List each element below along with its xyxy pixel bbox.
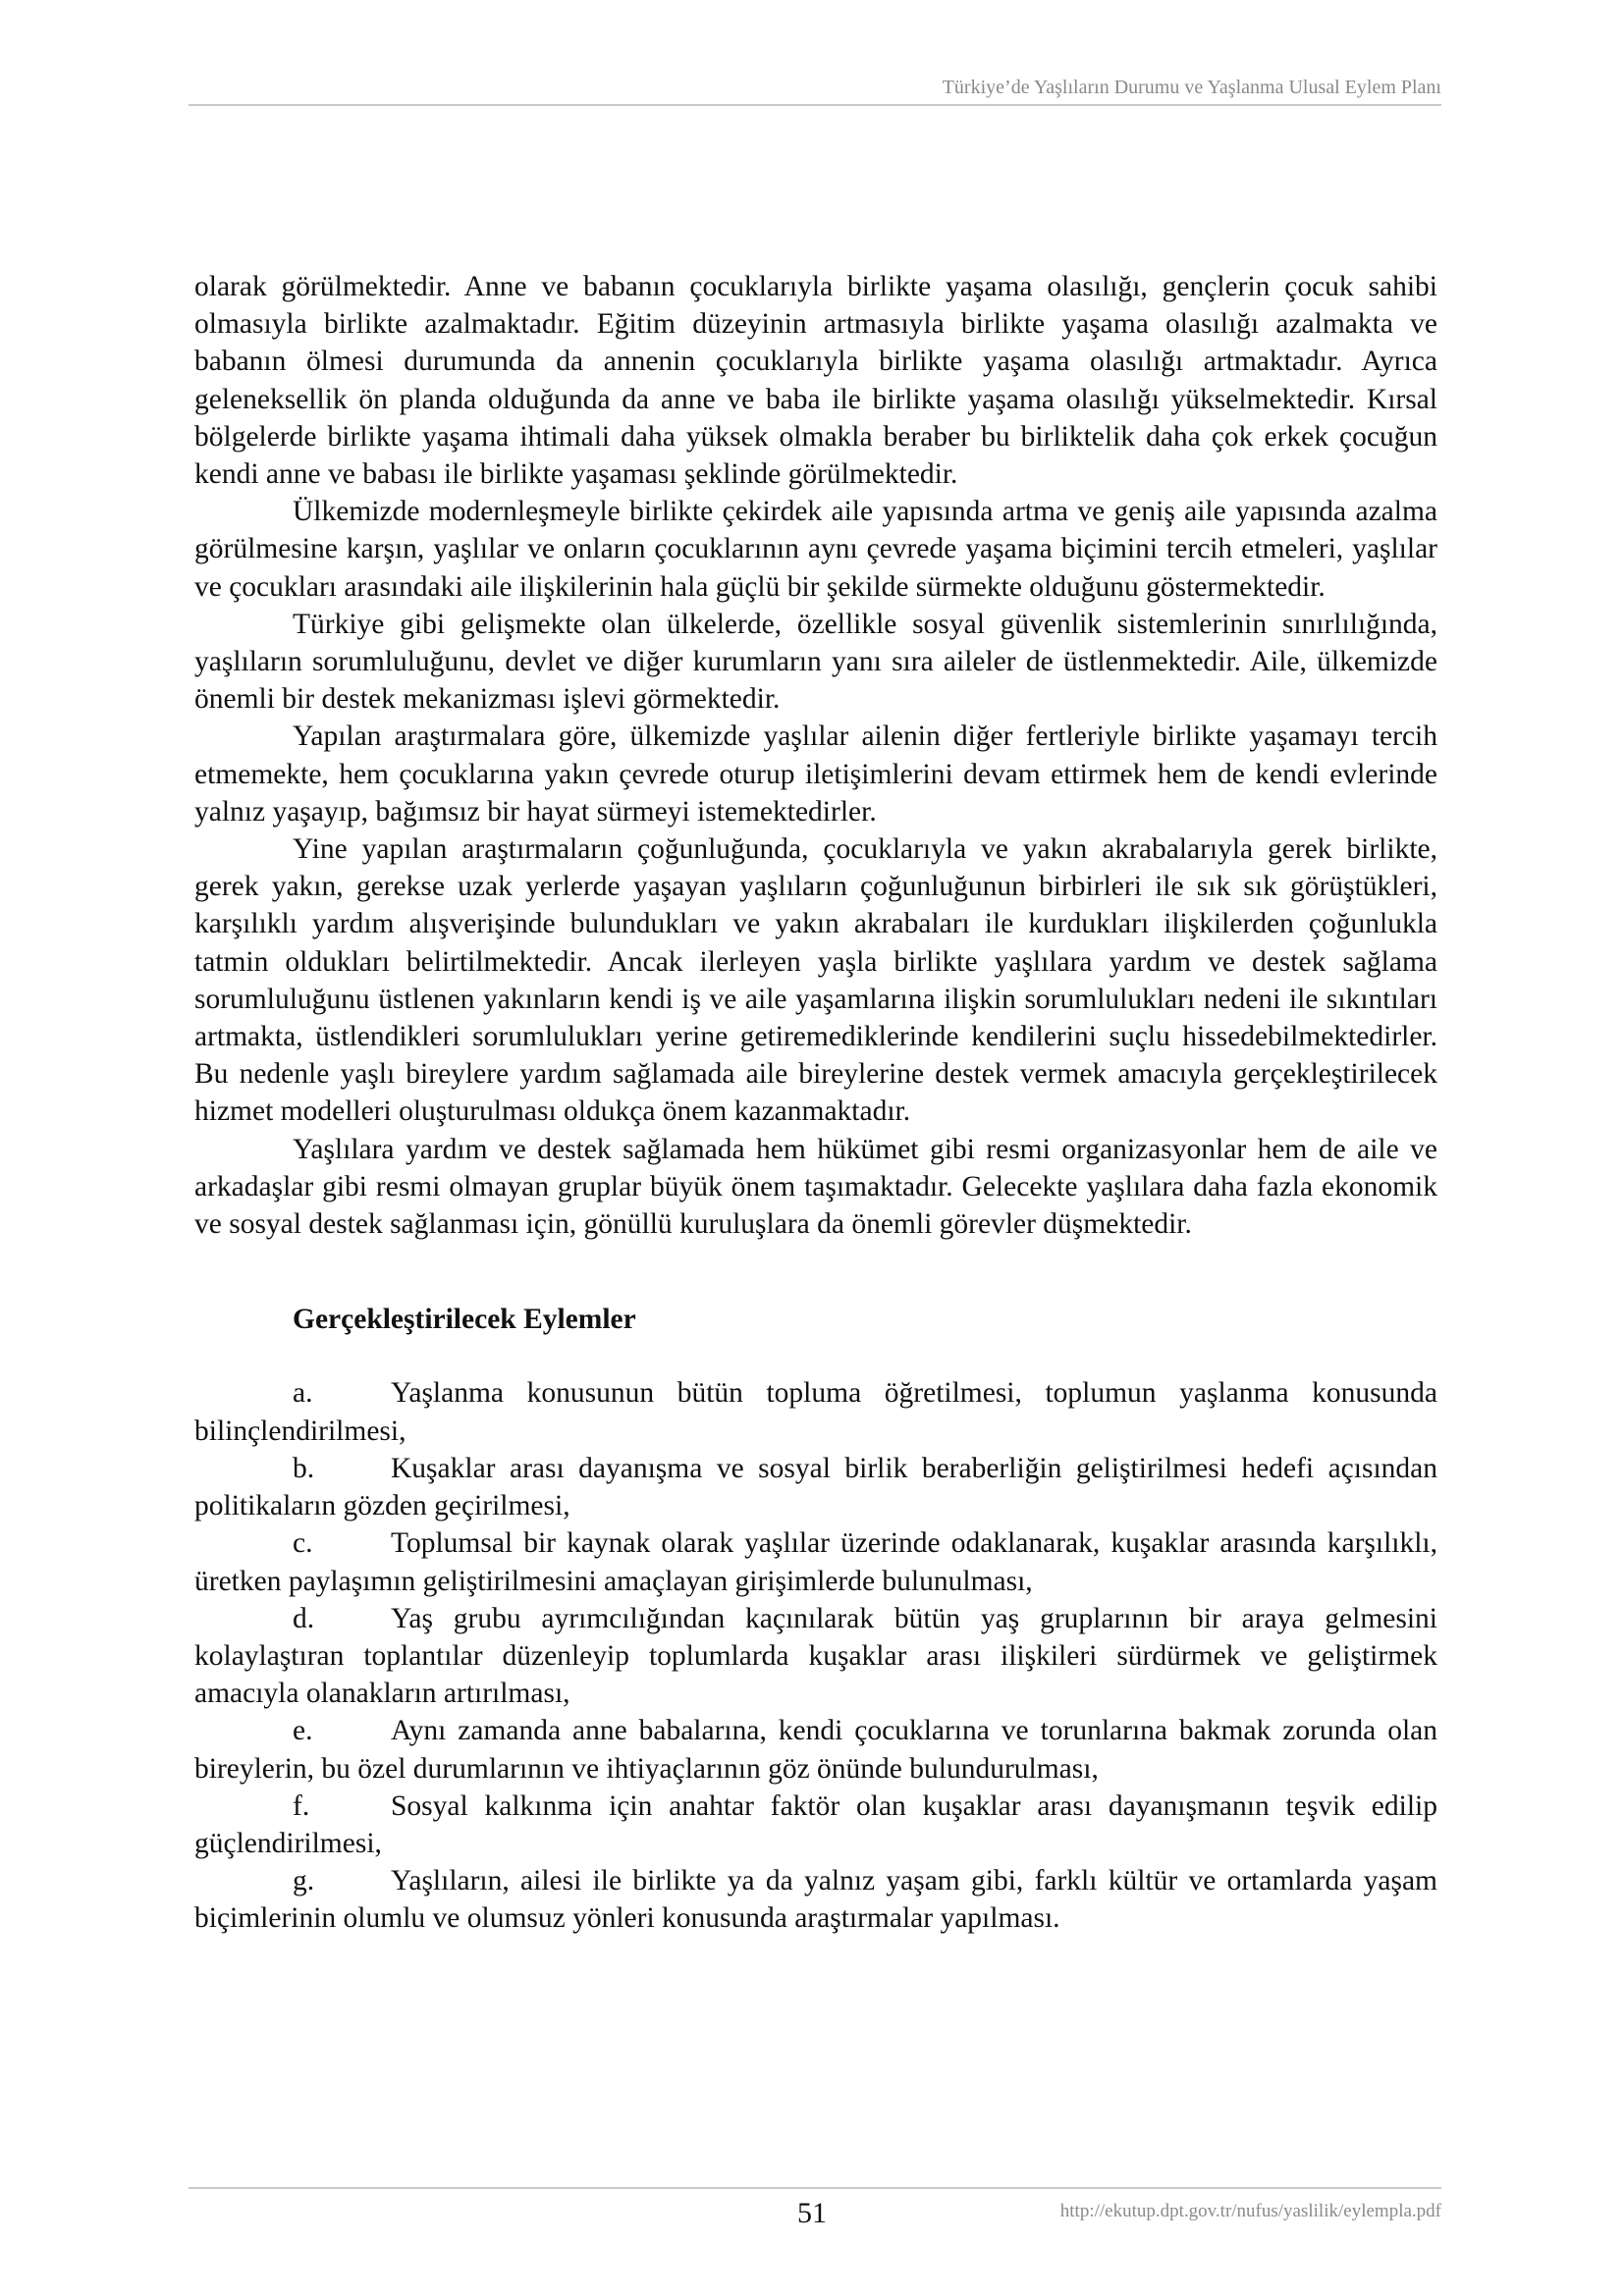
document-title: Türkiye’de Yaşlıların Durumu ve Yaşlanma Ulusal Eylem Planı — [942, 77, 1441, 98]
header-divider — [189, 104, 1441, 106]
footer-divider — [189, 2187, 1441, 2189]
list-item-text: Sosyal kalkınma için anahtar faktör olan kuşaklar arası dayanışmanın teşvik edilip güçlendirilmesi, — [194, 1789, 1437, 1859]
page-number: 51 — [797, 2197, 827, 2229]
page-header — [189, 73, 1441, 106]
paragraph: Yaşlılara yardım ve destek sağlamada hem hükümet gibi resmi organizasyonlar hem de aile ve arkadaşlar gibi resmi olmayan gruplar büyük önem taşımaktadır. Gelecekte yaşlılara daha fazla ekonomik ve sosyal destek sağlanması için, gönüllü kuruluşlara da önemli görevler düşmektedir. — [194, 1133, 1437, 1241]
section-heading: Gerçekleştirilecek Eylemler — [293, 1304, 636, 1336]
list-item-label: f. — [293, 1789, 310, 1822]
list-item — [194, 1374, 1437, 1449]
list-item-text: Yaşlıların, ailesi ile birlikte ya da yalnız yaşam gibi, farklı kültür ve ortamlarda yaşam biçimlerinin olumlu ve olumsuz yönleri konusunda araştırmalar yapılması. — [194, 1865, 1437, 1935]
page-footer — [189, 2187, 1441, 2246]
list-item-label: d. — [293, 1602, 315, 1634]
list-item-label: g. — [293, 1865, 315, 1897]
list-item-label: c. — [293, 1527, 313, 1560]
list-item — [194, 1788, 1437, 1862]
paragraph: Türkiye gibi gelişmekte olan ülkelerde, özellikle sosyal güvenlik sistemlerinin sınırlılığında, yaşlıların sorumluluğunu, devlet ve diğer kurumların yanı sıra aileler de üstlenmektedir. Aile, ülkemizde önemli bir destek mekanizması işlevi görmektedir. — [194, 608, 1437, 716]
paragraph-continued: olarak görülmektedir. Anne ve babanın çocuklarıyla birlikte yaşama olasılığı, gençlerin çocuk sahibi olmasıyla birlikte azalmaktadır. Eğitim düzeyinin artmasıyla birlikte yaşama olasılığı azalmakta ve babanın ölmesi durumunda da annenin çocuklarıyla birlikte yaşama olasılığı artmaktadır. Ayrıca geleneksellik ön planda olduğunda da anne ve baba ile birlikte yaşama olasılığı yükselmektedir. Kırsal bölgelerde birlikte yaşama ihtimali daha yüksek olmakla beraber bu birliktelik daha çok erkek çocuğun kendi anne ve babası ile birlikte yaşaması şeklinde görülmektedir. — [194, 271, 1437, 491]
page-content — [194, 268, 1437, 1938]
list-item-label: e. — [293, 1715, 313, 1747]
paragraph: Yapılan araştırmalara göre, ülkemizde yaşlılar ailenin diğer fertleriyle birlikte yaşamayı tercih etmemekte, hem çocuklarına yakın çevrede oturup iletişimlerini devam ettirmek hem de kendi evlerinde yalnız yaşayıp, bağımsız bir hayat sürmeyi istemektedirler. — [194, 721, 1437, 828]
list-item-text: Yaş grubu ayrımcılığından kaçınılarak bütün yaş gruplarının bir araya gelmesini kolaylaştıran toplantılar düzenleyip toplumlarda kuşaklar arası ilişkileri sürdürmek ve geliştirmek amacıyla olanakların artırılması, — [194, 1602, 1437, 1710]
source-url: http://ekutup.dpt.gov.tr/nufus/yaslilik/eylempla.pdf — [1059, 2201, 1441, 2221]
action-list — [194, 1374, 1437, 1937]
list-item — [194, 1600, 1437, 1713]
list-item-label: a. — [293, 1377, 313, 1410]
list-item — [194, 1862, 1437, 1937]
list-item — [194, 1524, 1437, 1599]
list-item-text: Toplumsal bir kaynak olarak yaşlılar üzerinde odaklanarak, kuşaklar arasında karşılıklı, üretken paylaşımın geliştirilmesini amaçlayan girişimlerde bulunulması, — [194, 1527, 1437, 1597]
list-item-text: Yaşlanma konusunun bütün topluma öğretilmesi, toplumun yaşlanma konusunda bilinçlendirilmesi, — [194, 1377, 1437, 1447]
paragraph: Yine yapılan araştırmaların çoğunluğunda, çocuklarıyla ve yakın akrabalarıyla gerek birlikte, gerek yakın, gerekse uzak yerlerde yaşayan yaşlıların çoğunluğunun birbirleri ile sık sık görüştükleri, karşılıklı yardım alışverişinde bulundukları ve yakın akrabaları ile kurdukları ilişkilerden çoğunlukla tatmin oldukları belirtilmektedir. Ancak ilerleyen yaşla birlikte yaşlılara yardım ve destek sağlama sorumluluğunu üstlenen yakınların kendi iş ve aile yaşamlarına ilişkin sorumlulukları nedeni ile sıkıntıları artmakta, üstlendikleri sorumlulukları yerine getiremediklerinde kendilerini suçlu hissedebilmektedirler. Bu nedenle yaşlı bireylere yardım sağlamada aile bireylerine destek vermek amacıyla gerçekleştirilecek hizmet modelleri oluşturulması oldukça önem kazanmaktadır. — [194, 833, 1437, 1128]
paragraph: Ülkemizde modernleşmeyle birlikte çekirdek aile yapısında artma ve geniş aile yapısında azalma görülmesine karşın, yaşlılar ve onların çocuklarının aynı çevrede yaşama biçimini tercih etmeleri, yaşlılar ve çocukları arasındaki aile ilişkilerinin hala güçlü bir şekilde sürmekte olduğunu göstermektedir. — [194, 496, 1437, 603]
list-item — [194, 1712, 1437, 1787]
list-item-text: Kuşaklar arası dayanışma ve sosyal birlik beraberliğin geliştirilmesi hedefi açısından politikaların gözden geçirilmesi, — [194, 1452, 1437, 1522]
list-item-label: b. — [293, 1452, 315, 1484]
list-item-text: Aynı zamanda anne babalarına, kendi çocuklarına ve torunlarına bakmak zorunda olan bireylerin, bu özel durumlarının ve ihtiyaçlarının göz önünde bulundurulması, — [194, 1715, 1437, 1785]
list-item — [194, 1450, 1437, 1524]
